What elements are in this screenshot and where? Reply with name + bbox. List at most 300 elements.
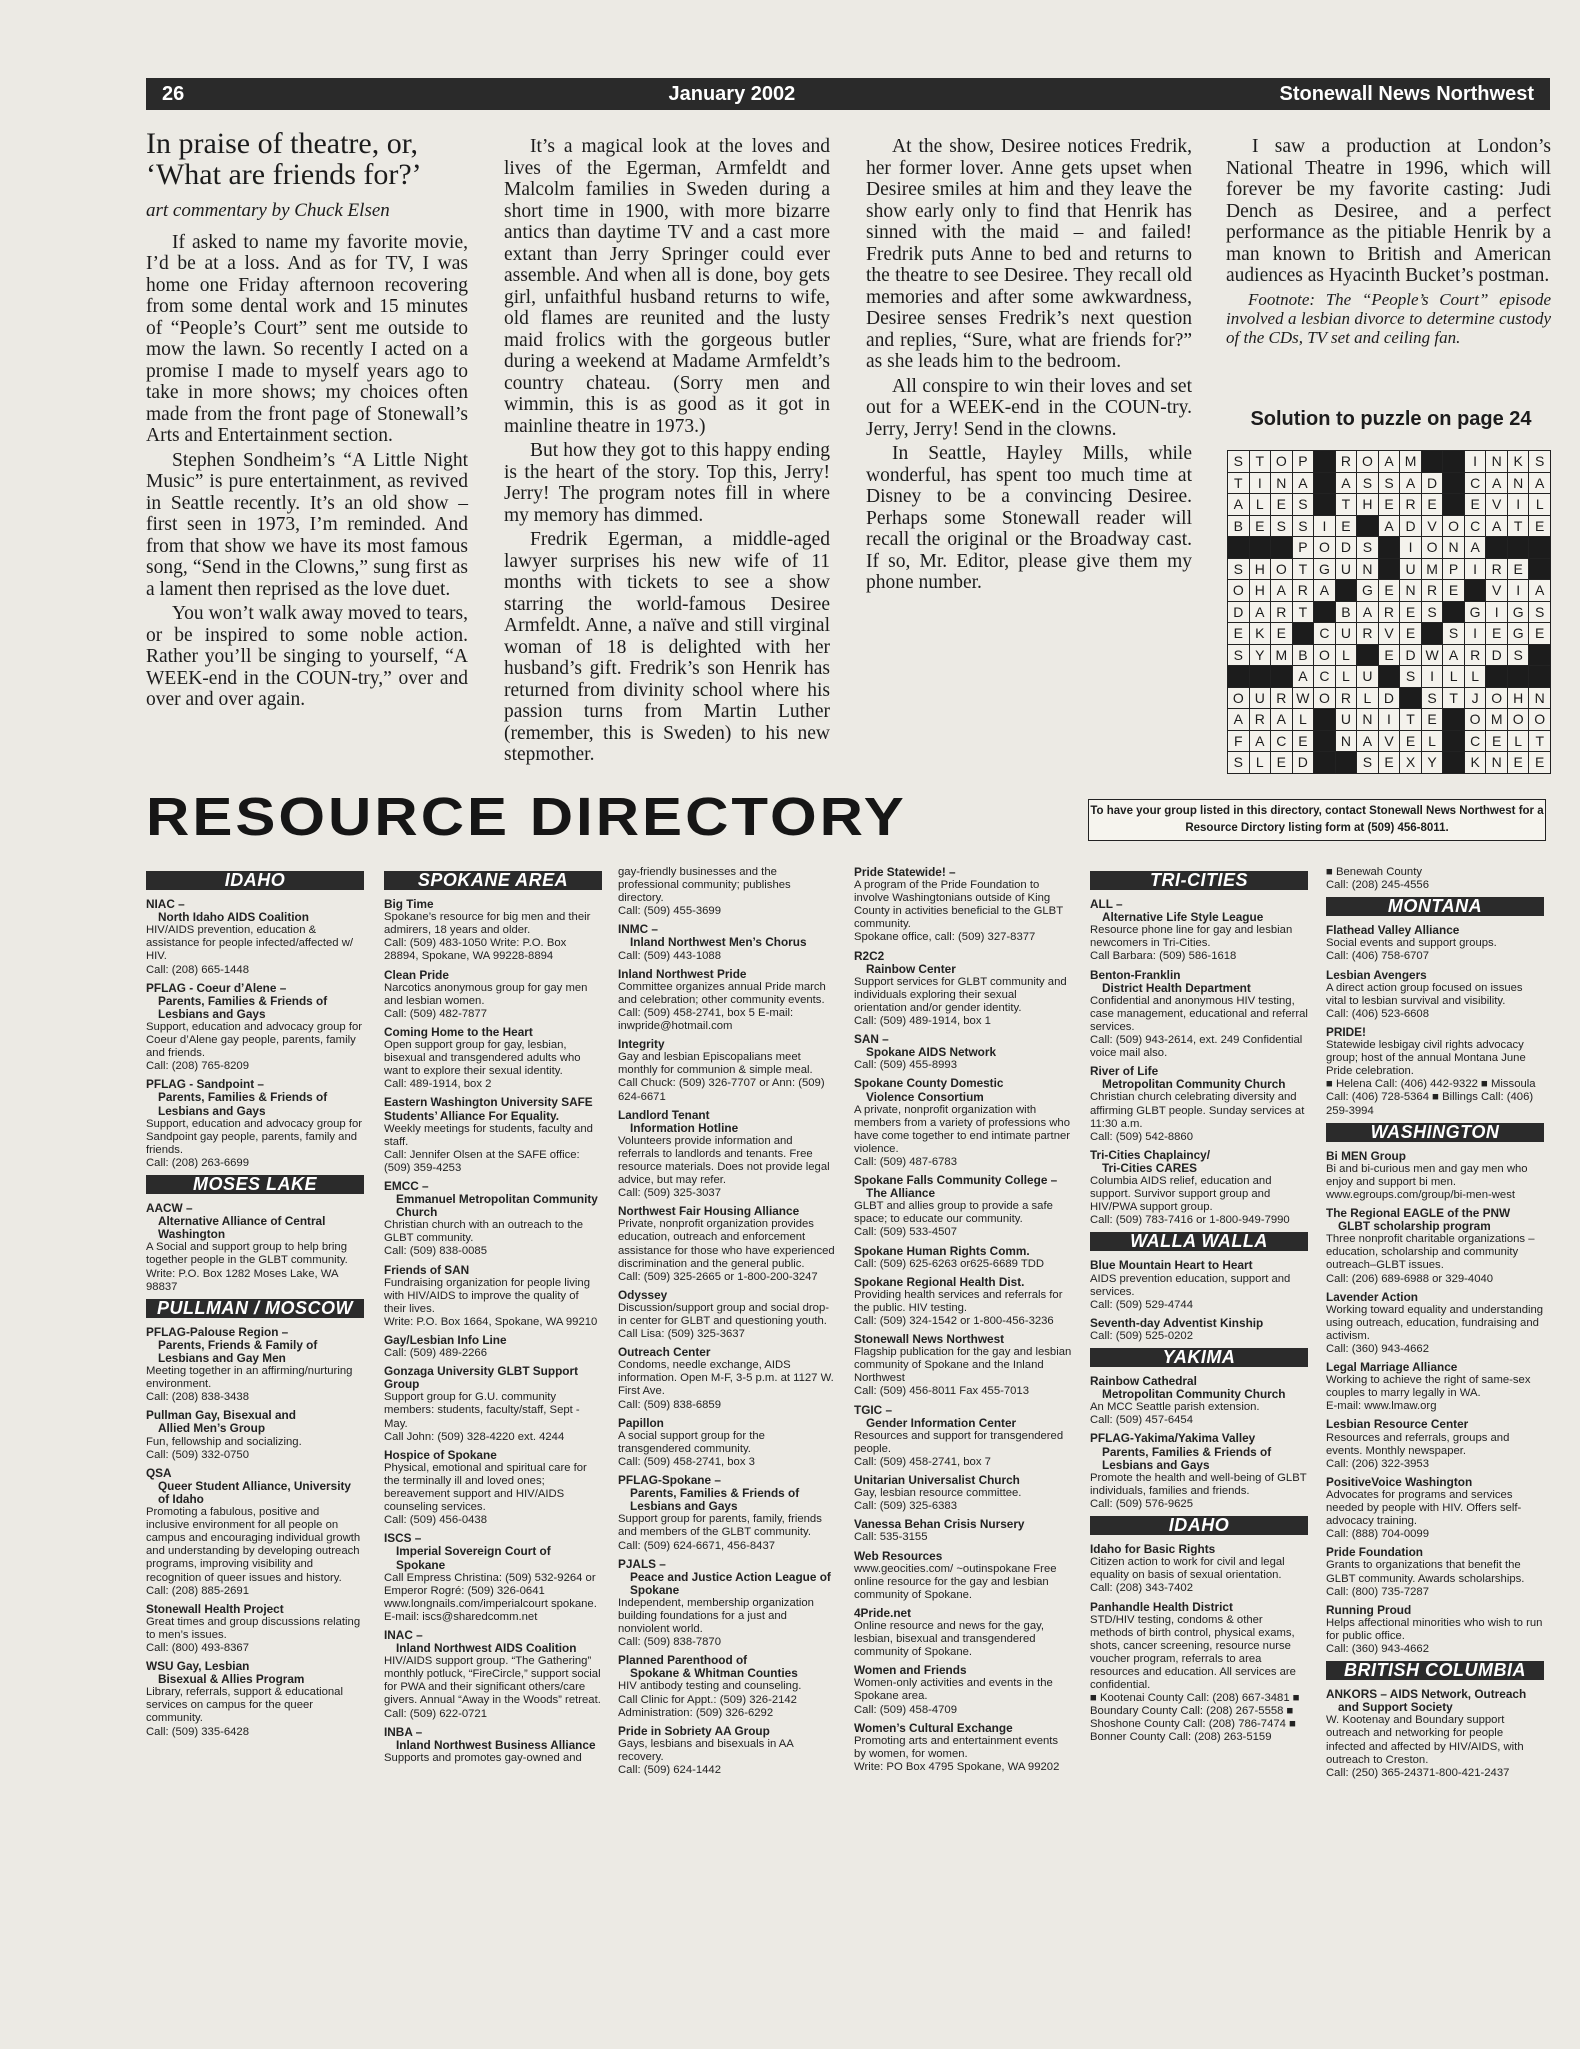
crossword-black-cell <box>1486 666 1507 687</box>
entry-organization: Tri-Cities CARES <box>1102 1160 1198 1175</box>
entry-name: Unitarian Universalist Church <box>854 1473 1020 1488</box>
crossword-letter-cell: E <box>1486 623 1507 644</box>
directory-entry <box>854 950 1072 1029</box>
article-paragraph: But how they got to this happy ending is the heart of the story. Top this, Jerry! Jerry! The program notes fill in where my memory has dimmed. <box>504 440 830 526</box>
crossword-black-cell <box>1486 537 1507 558</box>
crossword-black-cell <box>1250 666 1271 687</box>
crossword-letter-cell: S <box>1271 516 1292 537</box>
entry-name: Flathead Valley Alliance <box>1326 923 1460 938</box>
crossword-black-cell <box>1529 537 1550 558</box>
directory-column <box>1090 866 1308 1750</box>
article-paragraph: In Seattle, Hayley Mills, while wonderful, has spent too much time at Disney to be a convincing Desiree. Perhaps some Stonewall reader will recall the original or the Broadway cast. If so, Mr. Editor, please give them my phone number. <box>866 443 1192 593</box>
crossword-black-cell <box>1314 752 1335 773</box>
entry-name: Web Resources <box>854 1548 943 1563</box>
crossword-letter-cell: I <box>1422 666 1443 687</box>
crossword-black-cell <box>1443 473 1464 494</box>
crossword-letter-cell: A <box>1293 666 1314 687</box>
crossword-letter-cell: R <box>1271 688 1292 709</box>
directory-entry <box>618 1289 836 1341</box>
directory-entry <box>146 1078 364 1170</box>
directory-entry <box>384 969 602 1021</box>
publication-name: Stonewall News Northwest <box>1279 83 1534 105</box>
crossword-letter-cell: Y <box>1250 645 1271 666</box>
crossword-letter-cell: N <box>1508 473 1529 494</box>
entry-contact: Call: (509) 458-4709 <box>854 1703 957 1716</box>
crossword-letter-cell: C <box>1465 731 1486 752</box>
crossword-letter-cell: S <box>1443 623 1464 644</box>
crossword-letter-cell: U <box>1336 709 1357 730</box>
entry-contact: ■ Kootenai County Call: (208) 667-3481 ■ Boundary County Call: (208) 267-5558 ■ Shoshone County Call: (208) 786-7474 ■ Bonner County Call: (208) 263-5159 <box>1090 1692 1300 1744</box>
entry-organization: Inland Northwest AIDS Coalition <box>396 1641 577 1656</box>
entry-name: Northwest Fair Housing Alliance <box>618 1204 800 1219</box>
entry-contact: Call: (250) 365-24371-800-421-2437 <box>1326 1766 1510 1779</box>
directory-entry <box>854 1276 1072 1328</box>
entry-description: Promote the health and well-being of GLBT individuals, families and friends. <box>1090 1471 1307 1497</box>
crossword-letter-cell: E <box>1379 752 1400 773</box>
entry-contact: Call John: (509) 328-4220 ext. 4244 <box>384 1430 565 1443</box>
entry-description: Meeting together in an affirming/nurturing environment. <box>146 1365 353 1391</box>
entry-name: Planned Parenthood of <box>618 1653 748 1668</box>
entry-contact: Call: (509) 542-8860 <box>1090 1130 1193 1143</box>
crossword-letter-cell: A <box>1357 602 1378 623</box>
crossword-letter-cell: D <box>1228 602 1249 623</box>
crossword-letter-cell: R <box>1400 494 1421 515</box>
entry-contact: Write: P.O. Box 1664, Spokane, WA 99210 <box>384 1315 598 1328</box>
crossword-letter-cell: G <box>1508 623 1529 644</box>
entry-contact: Call: (509) 325-2665 or 1-800-200-3247 <box>618 1270 818 1283</box>
directory-entry <box>618 866 836 918</box>
crossword-letter-cell: A <box>1379 451 1400 472</box>
crossword-letter-cell: O <box>1314 537 1335 558</box>
crossword-letter-cell: A <box>1529 580 1550 601</box>
crossword-letter-cell: M <box>1486 709 1507 730</box>
entry-name: Odyssey <box>618 1287 668 1302</box>
entry-name: Outreach Center <box>618 1345 711 1360</box>
article-paragraph: Fredrik Egerman, a middle-aged lawyer surprises his new wife of 11 months with tickets to see a show starring the world-famous Desiree Armfeldt. Anne, a naïve and still virginal woman of 18 is delighted with her husband’s gift. Fredrik’s son Henrik has returned from divinity school where his passion turns from Martin Luther (remember, this is Sweden) to his new stepmother. <box>504 529 830 765</box>
crossword-letter-cell: L <box>1465 666 1486 687</box>
directory-entry <box>854 866 1072 945</box>
directory-section-heading: MONTANA <box>1326 897 1544 916</box>
crossword-letter-cell: P <box>1293 537 1314 558</box>
crossword-letter-cell: D <box>1422 473 1443 494</box>
entry-name: PFLAG - Coeur d’Alene – <box>146 980 287 995</box>
article-paragraph: I saw a production at London’s National Theatre in 1996, which will forever be my favorite casting: Judi Dench as Desiree, and a perfect performance as the pitiable Henrik by a man known to British and American audiences as Hyacinth Bucket’s postman. <box>1226 136 1551 286</box>
directory-entry <box>1326 1207 1544 1286</box>
crossword-letter-cell: H <box>1250 559 1271 580</box>
entry-name: INAC – <box>384 1627 423 1642</box>
directory-entry <box>854 1077 1072 1169</box>
crossword-letter-cell: S <box>1422 602 1443 623</box>
crossword-letter-cell: R <box>1336 451 1357 472</box>
crossword-letter-cell: K <box>1465 752 1486 773</box>
entry-contact: Call: (509) 529-4744 <box>1090 1298 1193 1311</box>
entry-contact: Call: (509) 443-1088 <box>618 949 721 962</box>
crossword-letter-cell: O <box>1271 559 1292 580</box>
entry-name: WSU Gay, Lesbian <box>146 1659 250 1674</box>
entry-contact: Call: (800) 735-7287 <box>1326 1585 1429 1598</box>
entry-description: Grants to organizations that benefit the GLBT community. Awards scholarships. <box>1326 1559 1525 1585</box>
crossword-black-cell <box>1508 537 1529 558</box>
crossword-letter-cell: K <box>1508 451 1529 472</box>
article-column-2 <box>504 136 830 769</box>
entry-name: Pride in Sobriety AA Group <box>618 1723 770 1738</box>
crossword-black-cell <box>1357 516 1378 537</box>
directory-entry <box>384 1365 602 1444</box>
entry-name: SAN – <box>854 1032 889 1047</box>
crossword-letter-cell: G <box>1465 602 1486 623</box>
entry-name: Gonzaga University GLBT Support Group <box>384 1364 579 1392</box>
entry-description: Resources and referrals, groups and events. Monthly newspaper. <box>1326 1431 1510 1457</box>
article-column-4 <box>1226 136 1551 350</box>
crossword-letter-cell: E <box>1529 516 1550 537</box>
directory-entry <box>1326 1291 1544 1356</box>
crossword-letter-cell: D <box>1400 645 1421 666</box>
crossword-letter-cell: E <box>1228 623 1249 644</box>
entry-contact: Call: (206) 689-6988 or 329-4040 <box>1326 1272 1494 1285</box>
directory-section-heading: BRITISH COLUMBIA <box>1326 1661 1544 1680</box>
crossword-letter-cell: N <box>1336 731 1357 752</box>
entry-name: Big Time <box>384 897 434 912</box>
entry-contact: Call: (509) 457-6454 <box>1090 1414 1193 1427</box>
crossword-letter-cell: A <box>1228 494 1249 515</box>
entry-description: STD/HIV testing, condoms & other methods of birth control, physical exams, shots, cancer screening, resource nurse voucher program, referrals to area resources and education. All services are confidential. <box>1090 1613 1296 1692</box>
crossword-letter-cell: I <box>1379 709 1400 730</box>
entry-description: Narcotics anonymous group for gay men and lesbian women. <box>384 981 588 1007</box>
entry-description: Helps affectional minorities who wish to run for public office. <box>1326 1616 1543 1642</box>
crossword-letter-cell: T <box>1508 516 1529 537</box>
entry-description: Support group for G.U. community members: students, faculty/staff, Sept - May. <box>384 1391 580 1430</box>
crossword-letter-cell: W <box>1293 688 1314 709</box>
crossword-letter-cell: A <box>1228 709 1249 730</box>
directory-entry <box>618 1417 836 1469</box>
entry-description: Bi and bi-curious men and gay men who enjoy and support bi men. www.egroups.com/group/bi-men-west <box>1326 1162 1528 1201</box>
entry-contact: Write: P.O. Box 1282 Moses Lake, WA 98837 <box>146 1267 338 1293</box>
crossword-letter-cell: N <box>1271 473 1292 494</box>
crossword-letter-cell: S <box>1379 473 1400 494</box>
entry-organization: Emmanuel Metropolitan Community Church <box>396 1192 598 1220</box>
crossword-letter-cell: E <box>1486 731 1507 752</box>
crossword-letter-cell: E <box>1271 494 1292 515</box>
entry-description: ■ Benewah County <box>1326 866 1423 878</box>
directory-entry <box>854 1404 1072 1469</box>
crossword-letter-cell: S <box>1293 516 1314 537</box>
entry-name: Stonewall Health Project <box>146 1601 284 1616</box>
crossword-black-cell <box>1314 731 1335 752</box>
entry-organization: Spokane AIDS Network <box>866 1045 997 1060</box>
entry-description: Independent, membership organization building foundations for a just and nonviolent world. <box>618 1596 814 1636</box>
entry-contact: Call: (208) 263-6699 <box>146 1156 249 1169</box>
directory-entry <box>146 1467 364 1598</box>
directory-column <box>146 866 364 1744</box>
entry-contact: Call: (509) 533-4507 <box>854 1226 957 1239</box>
entry-name: Pullman Gay, Bisexual and <box>146 1408 296 1423</box>
entry-name: Landlord Tenant <box>618 1107 710 1122</box>
crossword-letter-cell: U <box>1400 559 1421 580</box>
entry-name: Bi MEN Group <box>1326 1148 1406 1163</box>
crossword-letter-cell: H <box>1508 688 1529 709</box>
entry-name: Spokane Falls Community College – <box>854 1173 1058 1188</box>
crossword-letter-cell: T <box>1400 709 1421 730</box>
crossword-letter-cell: E <box>1529 752 1550 773</box>
page-number: 26 <box>162 83 185 105</box>
entry-contact: Call: (800) 493-8367 <box>146 1641 249 1654</box>
entry-name: TGIC – <box>854 1402 893 1417</box>
entry-description: Fun, fellowship and socializing. <box>146 1435 302 1448</box>
entry-contact: Call: (509) 838-6859 <box>618 1398 721 1411</box>
entry-contact: Call: (888) 704-0099 <box>1326 1528 1429 1541</box>
crossword-letter-cell: S <box>1529 451 1550 472</box>
crossword-letter-cell: L <box>1529 494 1550 515</box>
entry-description: Resource phone line for gay and lesbian newcomers in Tri-Cities. <box>1090 924 1293 950</box>
entry-organization: and Support Society <box>1338 1700 1453 1715</box>
crossword-letter-cell: A <box>1400 473 1421 494</box>
crossword-letter-cell: S <box>1508 645 1529 666</box>
entry-name: ANKORS – AIDS Network, Outreach <box>1326 1687 1527 1702</box>
entry-contact: Call: (509) 525-0202 <box>1090 1329 1193 1342</box>
entry-organization: GLBT scholarship program <box>1338 1219 1491 1234</box>
entry-contact: ■ Helena Call: (406) 442-9322 ■ Missoula Call: (406) 728-5364 ■ Billings Call: (406) 259-3994 <box>1326 1078 1536 1117</box>
entry-description: Gays, lesbians and bisexuals in AA recovery. <box>618 1737 794 1763</box>
directory-entry <box>1090 1259 1308 1311</box>
entry-description: A social support group for the transgendered community. <box>618 1429 765 1455</box>
entry-contact: Call: (509) 838-0085 <box>384 1245 487 1258</box>
entry-organization: Spokane & Whitman Counties <box>630 1666 798 1681</box>
crossword-letter-cell: V <box>1379 731 1400 752</box>
entry-description: www.geocities.com/ ~outinspokane Free online resource for the gay and lesbian community of Spokane. <box>854 1562 1057 1601</box>
crossword-letter-cell: R <box>1271 602 1292 623</box>
crossword-letter-cell: U <box>1336 559 1357 580</box>
entry-contact: Spokane office, call: (509) 327-8377 <box>854 931 1036 944</box>
crossword-letter-cell: B <box>1336 602 1357 623</box>
entry-name: PFLAG-Palouse Region – <box>146 1324 289 1339</box>
entry-contact: E-mail: www.lmaw.org <box>1326 1400 1437 1413</box>
crossword-letter-cell: E <box>1379 494 1400 515</box>
directory-entry <box>854 1518 1072 1544</box>
entry-description: Christian church with an outreach to the GLBT community. <box>384 1219 584 1245</box>
article-paragraph: At the show, Desiree notices Fredrik, her former lover. Anne gets upset when Desiree smiles at him and they leave the show early only to find that Henrik has sinned with the maid – and failed! Fredrik puts Anne to bed and returns to the theatre to see Desiree. They recall old memories and after some awkwardness, Desiree senses Fredrik’s next question and replies, “Sure, what are friends for?” as she leads him to the bedroom. <box>866 136 1192 372</box>
crossword-letter-cell: D <box>1486 645 1507 666</box>
entry-description: Fundraising organization for people living with HIV/AIDS to improve the quality of their lives. <box>384 1276 590 1315</box>
crossword-letter-cell: C <box>1314 666 1335 687</box>
crossword-letter-cell: T <box>1293 559 1314 580</box>
crossword-black-cell <box>1228 537 1249 558</box>
directory-entry <box>384 1629 602 1721</box>
directory-section-heading: IDAHO <box>146 871 364 890</box>
crossword-letter-cell: I <box>1250 473 1271 494</box>
article-footnote: Footnote: The “People’s Court” episode involved a lesbian divorce to determine custody of the CDs, TV set and ceiling fan. <box>1226 289 1551 347</box>
entry-name: Tri-Cities Chaplaincy/ <box>1090 1147 1210 1162</box>
crossword-letter-cell: I <box>1465 559 1486 580</box>
crossword-black-cell <box>1228 666 1249 687</box>
entry-contact: Call: (509) 943-2614, ext. 249 Confidential voice mail also. <box>1090 1034 1303 1060</box>
entry-description: Condoms, needle exchange, AIDS information. Open M-F, 3-5 p.m. at 1127 W. First Ave. <box>618 1359 834 1398</box>
crossword-letter-cell: U <box>1250 688 1271 709</box>
crossword-letter-cell: L <box>1293 709 1314 730</box>
entry-contact: Call: (509) 622-0721 <box>384 1707 487 1720</box>
crossword-letter-cell: V <box>1486 494 1507 515</box>
crossword-letter-cell: R <box>1486 559 1507 580</box>
entry-contact: Call: (509) 489-2266 <box>384 1347 487 1360</box>
entry-organization: Allied Men’s Group <box>158 1421 266 1436</box>
directory-entry <box>618 1038 836 1103</box>
crossword-letter-cell: U <box>1336 623 1357 644</box>
entry-name: Women’s Cultural Exchange <box>854 1720 1013 1735</box>
entry-contact: Call: (509) 458-2741, box 7 <box>854 1455 991 1468</box>
entry-contact: Call: 489-1914, box 2 <box>384 1078 492 1091</box>
directory-entry <box>384 1026 602 1091</box>
entry-description: HIV/AIDS support group. “The Gathering” monthly potluck, “FireCircle,” support social for PWA and their significant others/care givers. Annual “Away in the Woods” retreat. <box>384 1655 601 1707</box>
directory-entry <box>854 1664 1072 1716</box>
crossword-letter-cell: B <box>1228 516 1249 537</box>
crossword-letter-cell: I <box>1314 516 1335 537</box>
crossword-letter-cell: N <box>1529 688 1550 709</box>
entry-description: Library, referrals, support & educational services on campus for the queer community. <box>146 1686 343 1725</box>
entry-name: Benton-Franklin <box>1090 967 1181 982</box>
entry-description: Gay and lesbian Episcopalians meet monthly for communion & simple meal. <box>618 1051 813 1077</box>
directory-entry <box>1090 1601 1308 1745</box>
crossword-letter-cell: S <box>1228 752 1249 773</box>
entry-name: EMCC – <box>384 1178 429 1193</box>
crossword-letter-cell: E <box>1400 602 1421 623</box>
entry-organization: Peace and Justice Action League of Spokane <box>630 1569 831 1597</box>
entry-organization: North Idaho AIDS Coalition <box>158 910 309 925</box>
directory-entry <box>384 1264 602 1329</box>
puzzle-solution-title: Solution to puzzle on page 24 <box>1250 408 1532 430</box>
crossword-letter-cell: O <box>1357 451 1378 472</box>
crossword-black-cell <box>1357 645 1378 666</box>
entry-description: Support group for parents, family, friends and members of the GLBT community. <box>618 1513 822 1539</box>
crossword-letter-cell: I <box>1508 494 1529 515</box>
entry-organization: Parents, Families & Friends of Lesbians and Gays <box>158 993 328 1021</box>
article-paragraph: All conspire to win their loves and set out for a WEEK-end in the COUN-try. Jerry, Jerry! Send in the clowns. <box>866 375 1192 440</box>
entry-contact: Call Clinic for Appt.: (509) 326-2142 Administration: (509) 326-6292 <box>618 1693 797 1719</box>
entry-name: Gay/Lesbian Info Line <box>384 1333 507 1347</box>
entry-organization: Violence Consortium <box>866 1089 984 1104</box>
crossword-letter-cell: E <box>1400 623 1421 644</box>
entry-description: Promoting a fabulous, positive and inclusive environment for all people on campus and encouraging individual growth and understanding by developing outreach programs, improving visibility and recognition of queer issues and history. <box>146 1506 361 1584</box>
entry-description: Gay, lesbian resource committee. <box>854 1487 1022 1500</box>
crossword-letter-cell: A <box>1250 602 1271 623</box>
entry-contact: Call: (509) 576-9625 <box>1090 1497 1193 1510</box>
entry-contact: Call: (509) 458-2741, box 3 <box>618 1455 755 1468</box>
directory-entry <box>1090 969 1308 1061</box>
entry-description: HIV/AIDS prevention, education & assistance for people infected/affected w/ HIV. <box>146 924 354 963</box>
entry-description: Supports and promotes gay-owned and <box>384 1751 582 1764</box>
directory-entry <box>854 1474 1072 1513</box>
crossword-letter-cell: E <box>1293 731 1314 752</box>
directory-entry <box>854 1245 1072 1271</box>
entry-description: W. Kootenay and Boundary support outreach and networking for people infected and affected by HIV/AIDS, with outreach to Creston. <box>1326 1714 1524 1766</box>
crossword-letter-cell: E <box>1379 580 1400 601</box>
entry-name: Rainbow Cathedral <box>1090 1374 1197 1389</box>
entry-name: Hospice of Spokane <box>384 1447 497 1462</box>
crossword-letter-cell: I <box>1508 580 1529 601</box>
entry-organization: Parents, Families & Friends of Lesbians and Gays <box>158 1090 328 1118</box>
directory-entry <box>1326 1604 1544 1656</box>
entry-description: Online resource and news for the gay, lesbian, bisexual and transgendered community of Spokane. <box>854 1619 1045 1659</box>
crossword-letter-cell: L <box>1336 666 1357 687</box>
crossword-letter-cell: N <box>1486 451 1507 472</box>
entry-description: Support services for GLBT community and individuals exploring their sexual orientation and/or gender identity. <box>854 975 1067 1014</box>
directory-entry <box>1326 924 1544 963</box>
entry-organization: Gender Information Center <box>866 1415 1017 1430</box>
entry-organization: Information Hotline <box>630 1120 739 1135</box>
directory-entry <box>854 1333 1072 1398</box>
crossword-letter-cell: S <box>1357 752 1378 773</box>
entry-contact: Call: (509) 838-7870 <box>618 1636 721 1649</box>
crossword-letter-cell: E <box>1508 559 1529 580</box>
entry-description: HIV antibody testing and counseling. <box>618 1680 802 1693</box>
entry-name: Running Proud <box>1326 1602 1412 1617</box>
entry-description: Citizen action to work for civil and legal equality on basis of sexual orientation. <box>1090 1556 1285 1582</box>
entry-description: Support, education and advocacy group for Coeur d’Alene gay people, parents, family and friends. <box>146 1020 363 1060</box>
crossword-letter-cell: L <box>1250 752 1271 773</box>
entry-contact: Call: (509) 458-2741, box 5 E-mail: inwpride@hotmail.com <box>618 1006 794 1033</box>
crossword-black-cell <box>1271 666 1292 687</box>
crossword-letter-cell: A <box>1357 731 1378 752</box>
entry-contact: Call: (509) 332-0750 <box>146 1448 249 1461</box>
crossword-letter-cell: D <box>1400 516 1421 537</box>
crossword-letter-cell: O <box>1443 516 1464 537</box>
directory-section-heading: SPOKANE AREA <box>384 871 602 890</box>
crossword-letter-cell: R <box>1293 580 1314 601</box>
directory-entry <box>854 1607 1072 1659</box>
directory-entry <box>618 1346 836 1411</box>
directory-entry <box>618 1474 836 1553</box>
entry-name: 4Pride.net <box>854 1605 912 1620</box>
crossword-letter-cell: M <box>1271 645 1292 666</box>
entry-name: ALL – <box>1090 897 1123 912</box>
directory-entry <box>1326 866 1544 892</box>
entry-organization: Imperial Sovereign Court of Spokane <box>396 1544 551 1572</box>
entry-contact: Call: (206) 322-3953 <box>1326 1457 1429 1470</box>
crossword-letter-cell: E <box>1400 731 1421 752</box>
directory-entry <box>384 1726 602 1765</box>
entry-contact: Call: (509) 325-6383 <box>854 1500 957 1513</box>
entry-contact: Call: (406) 758-6707 <box>1326 950 1429 963</box>
crossword-letter-cell: S <box>1357 473 1378 494</box>
crossword-black-cell <box>1443 731 1464 752</box>
entry-name: PFLAG-Yakima/Yakima Valley <box>1090 1431 1256 1446</box>
crossword-letter-cell: S <box>1400 666 1421 687</box>
entry-contact: Call: (509) 783-7416 or 1-800-949-7990 <box>1090 1214 1290 1227</box>
crossword-letter-cell: E <box>1271 623 1292 644</box>
entry-contact: Call: (208) 765-8209 <box>146 1060 249 1073</box>
directory-entry <box>618 1558 836 1650</box>
directory-entry <box>1090 1065 1308 1144</box>
crossword-letter-cell: G <box>1508 602 1529 623</box>
crossword-letter-cell: N <box>1443 537 1464 558</box>
directory-entry <box>1090 1543 1308 1595</box>
directory-entry <box>1326 969 1544 1021</box>
entry-organization: Inland Northwest Business Alliance <box>396 1737 596 1752</box>
crossword-letter-cell: E <box>1422 709 1443 730</box>
crossword-letter-cell: E <box>1271 752 1292 773</box>
directory-section-heading: YAKIMA <box>1090 1348 1308 1367</box>
entry-description: Confidential and anonymous HIV testing, case management, educational and referral services. <box>1090 994 1308 1033</box>
entry-description: Women-only activities and events in the Spokane area. <box>854 1677 1053 1703</box>
entry-organization: The Alliance <box>866 1186 936 1201</box>
entry-description: Providing health services and referrals for the public. HIV testing. <box>854 1288 1063 1314</box>
directory-listing-note: To have your group listed in this directory, contact Stonewall News Northwest for a Resource Dirctory listing form at (509) 456-8011. <box>1088 799 1546 841</box>
entry-contact: Call: (509) 624-1442 <box>618 1764 721 1776</box>
crossword-letter-cell: D <box>1379 688 1400 709</box>
entry-name: PJALS – <box>618 1556 666 1571</box>
entry-name: Idaho for Basic Rights <box>1090 1542 1216 1557</box>
entry-organization: Metropolitan Community Church <box>1102 1077 1286 1092</box>
entry-description: A program of the Pride Foundation to involve Washingtonians outside of King County in activities beneficial to the GLBT community. <box>854 879 1063 931</box>
directory-entry <box>146 1326 364 1405</box>
